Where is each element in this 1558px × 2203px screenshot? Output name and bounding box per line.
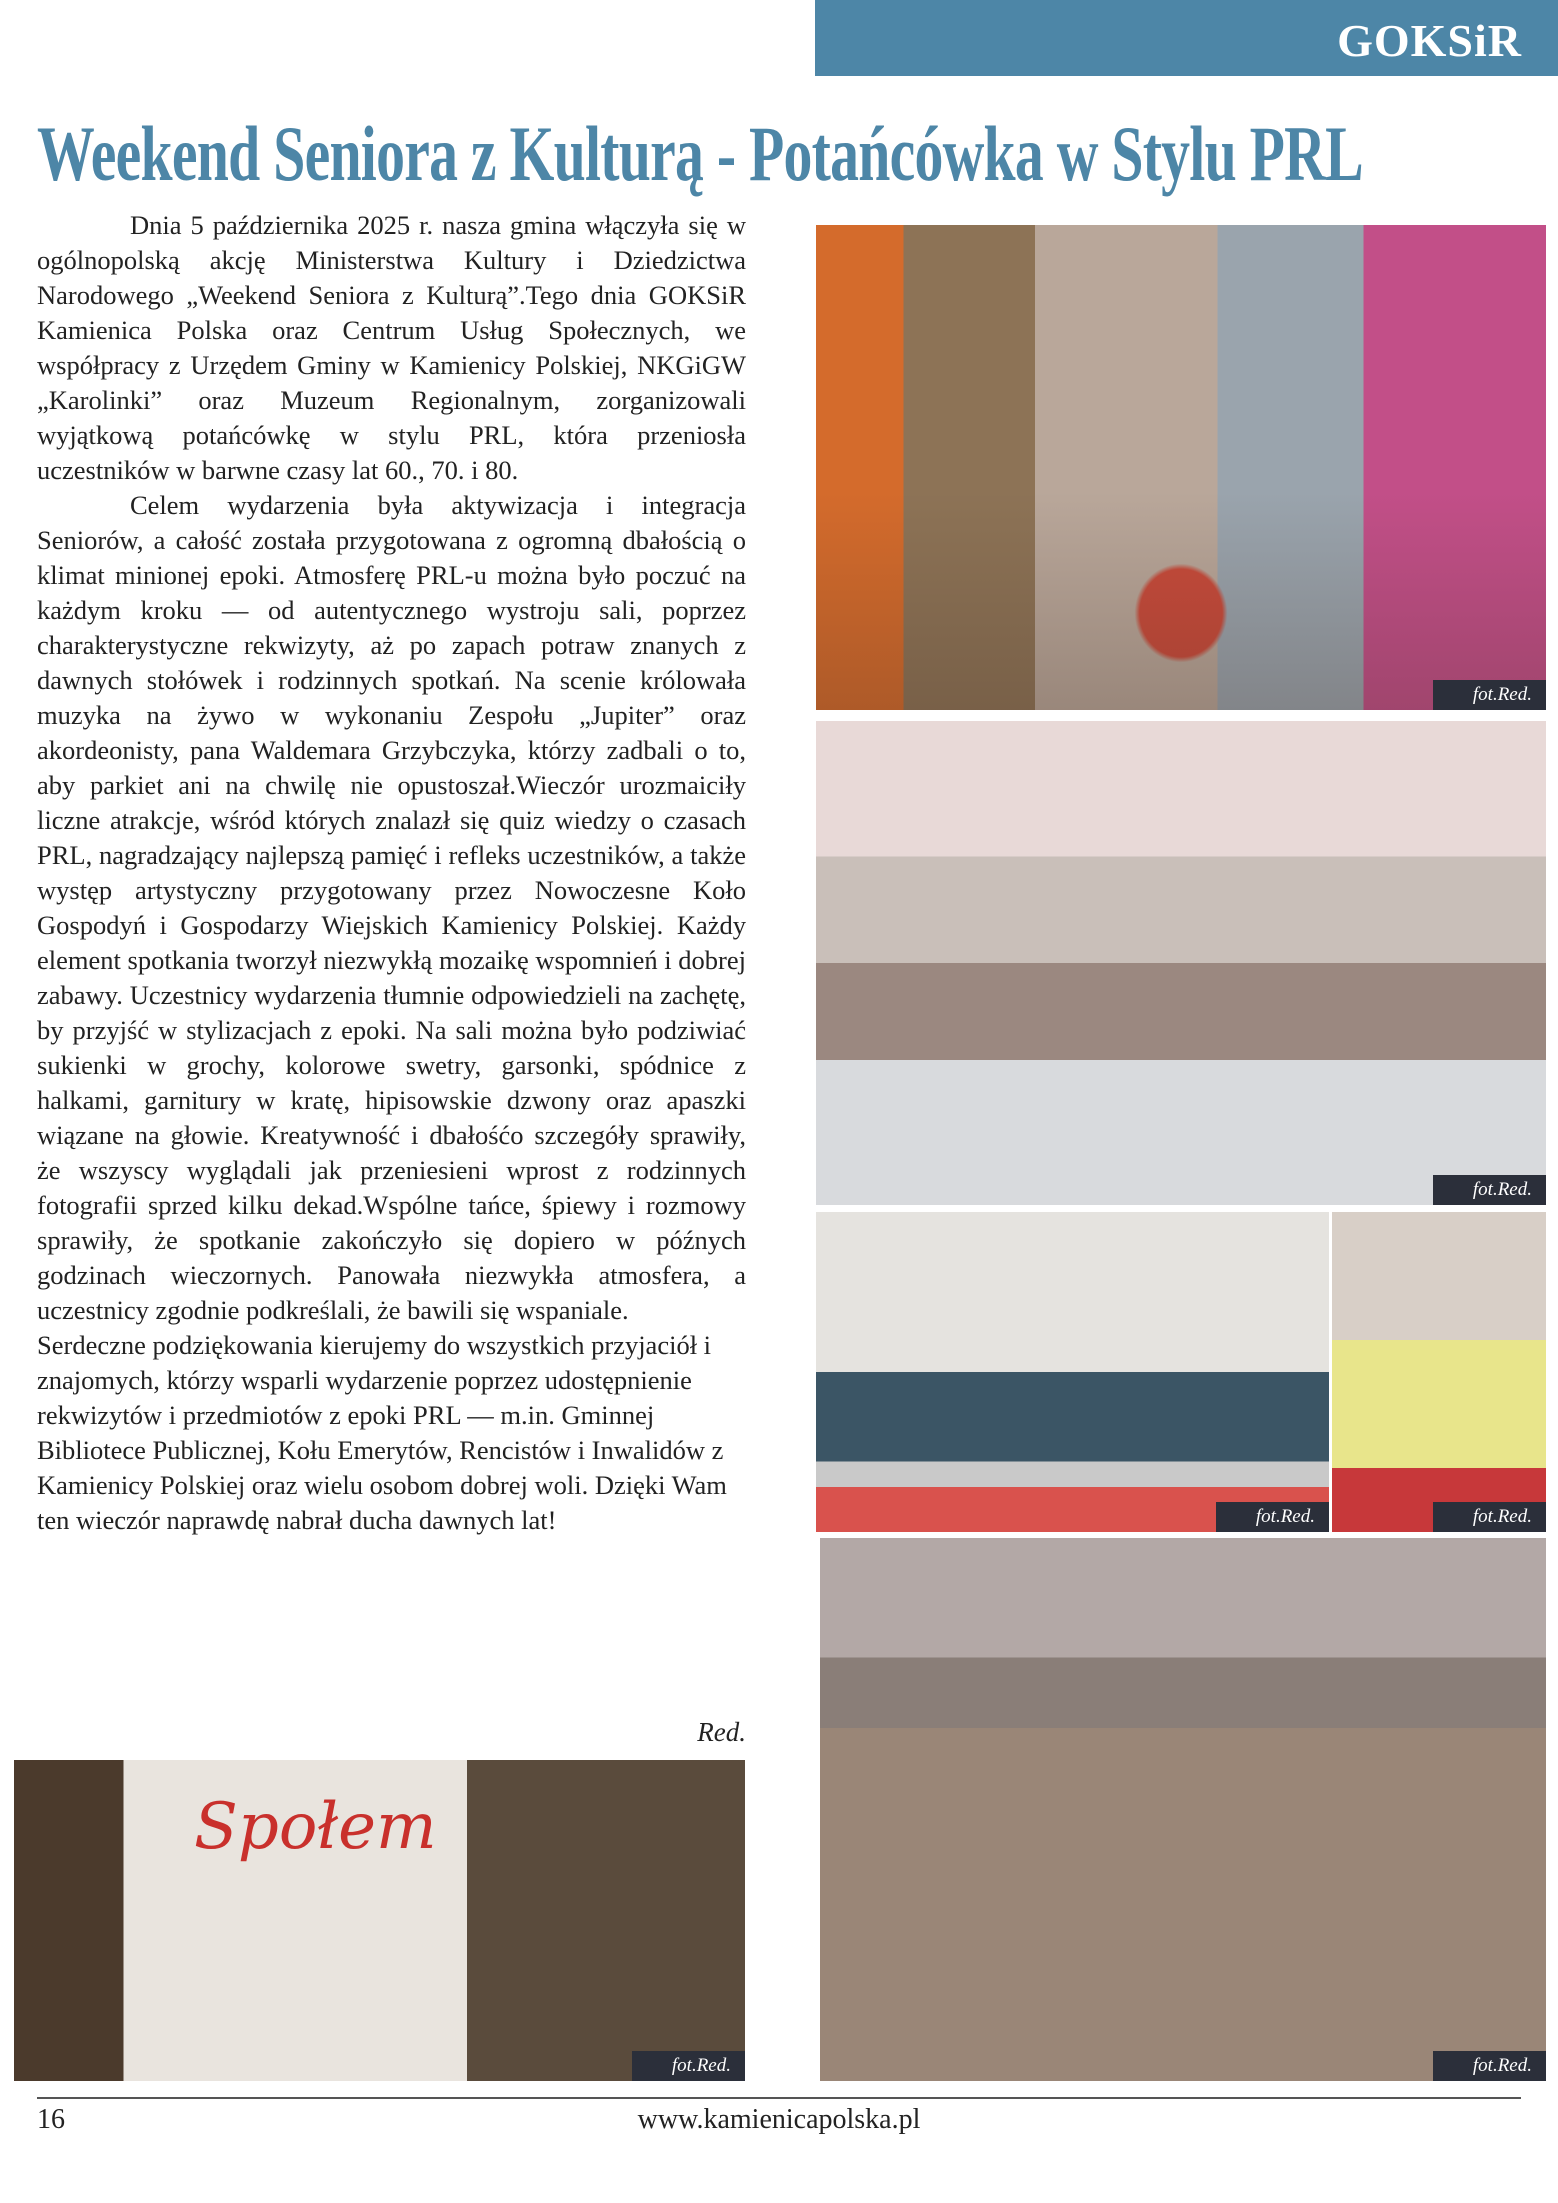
paragraph-2: Celem wydarzenia była aktywizacja i integracja Seniorów, a całość została przygotowana z ogromną dbałością o klimat minionej epoki. Atmosferę PRL-u można było poczuć na każdym kroku — od autentycznego wystroju sali, poprzez charakterystyczne rekwizyty, aż po zapach potraw znanych z dawnych stołówek i rodzinnych spotkań. Na scenie królowała muzyka na żywo w wykonaniu Zespołu „Jupiter” oraz akordeonisty, pana Waldemara Grzybczyka, którzy zadbali o to, aby parkiet ani na chwilę nie opustoszał.Wieczór urozmaiciły liczne atrakcje, wśród których znalazł się quiz wiedzy o czasach PRL, nagradzający najlepszą pamięć i refleks uczestników, a także występ artystyczny przygotowany przez Nowoczesne Koło Gospodyń i Gospodarzy Wiejskich Kamienicy Polskiej. Każdy element spotkania tworzył niezwykłą mozaikę wspomnień i dobrej zabawy. Uczestnicy wydarzenia tłumnie odpowiedzieli na zachętę, by przyjść w stylizacjach z epoki. Na sali można było podziwiać sukienki w grochy, kolorowe swetry, garsonki, spódnice z halkami, garnitury w kratę, hipisowskie dzwony oraz apaszki wiązane na głowie. Kreatywność i dbałośćo szczegóły sprawiły, że wszyscy wyglądali jak przeniesieni wprost z rodzinnych fotografii sprzed kilku dekad.Wspólne tańce, śpiewy i rozmowy sprawiły, że spotkanie zakończyło się dopiero w późnych godzinach wieczornych. Panowała niezwykła atmosfera, a uczestnicy zgodnie podkreślali, że bawili się wspaniale. [37,490,746,1325]
photo-spolem-props [14,1760,745,2081]
paragraph-3: Serdeczne podziękowania kierujemy do wszystkich przyjaciół i znajomych, którzy wsparli wydarzenie poprzez udostępnienie rekwizytów i przedmiotów z epoki PRL — m.in. Gminnej Bibliotece Publicznej, Kołu Emerytów, Rencistów i Inwalidów z Kamienicy Polskiej oraz wielu osobom dobrej woli. Dzięki Wam ten wieczór naprawdę nabrał ducha dawnych lat! [37,1330,727,1535]
footer-divider [37,2097,1521,2099]
spolem-sign: Społem [194,1790,437,1864]
footer-url[interactable]: www.kamienicapolska.pl [637,2104,921,2135]
section-label: GOKSiR [1337,15,1522,66]
photo-caption: fot.Red. [1433,1502,1546,1532]
photo-caption: fot.Red. [632,2051,745,2081]
photo-group-toast [816,225,1546,710]
photo-banquet-table [816,721,1546,1205]
article-signature: Red. [697,1717,746,1747]
page-number: 16 [37,2104,65,2135]
photo-man-red-tie [1332,1212,1546,1532]
photo-dance-hall [820,1538,1546,2081]
article-title: Weekend Seniora z Kulturą - Potańcówka w Stylu PRL [37,110,1363,197]
section-header-bar [815,0,1558,76]
article-body [37,208,746,1538]
photo-caption: fot.Red. [1433,1175,1546,1205]
photo-caption: fot.Red. [1216,1502,1329,1532]
paragraph-1: Dnia 5 października 2025 r. nasza gmina włączyła się w ogólnopolską akcję Ministerstwa Kultury i Dziedzictwa Narodowego „Weekend Seniora z Kulturą”.Tego dnia GOKSiR Kamienica Polska oraz Centrum Usług Społecznych, we współpracy z Urzędem Gminy w Kamienicy Polskiej, NKGiGW „Karolinki” oraz Muzeum Regionalnym, zorganizowali wyjątkową potańcówkę w stylu PRL, która przeniosła uczestników w barwne czasy lat 60., 70. i 80. [37,210,746,485]
photo-ladies-hats [816,1212,1329,1532]
photo-caption: fot.Red. [1433,2051,1546,2081]
photo-caption: fot.Red. [1433,680,1546,710]
